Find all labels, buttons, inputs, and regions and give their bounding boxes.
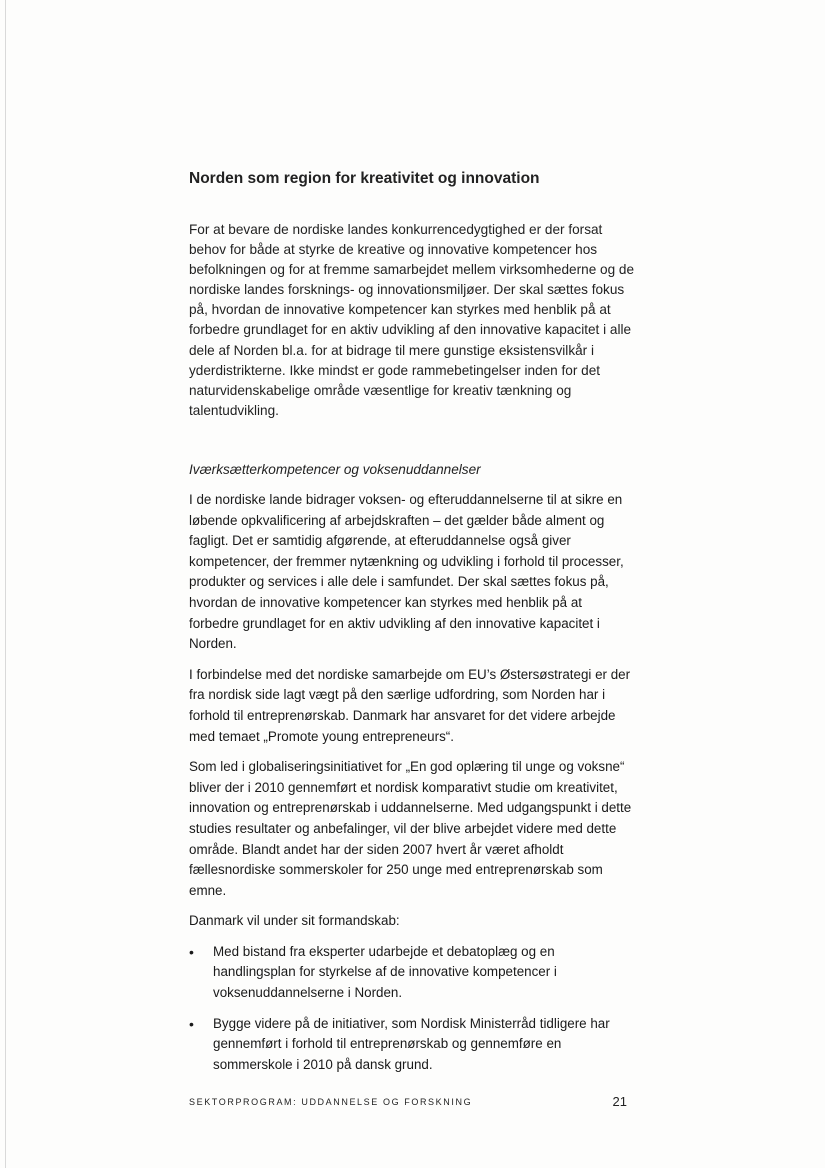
body-paragraph: I forbindelse med det nordiske samarbejde om EU’s Østersøstrategi er der fra nordisk side lagt vægt på den særlige udfordring, som Norden har i forhold til entreprenørskab. Danmark har ansvaret for det videre arbejde med temaet „Promote young entrepreneurs“. [189, 666, 631, 744]
subsection-body [189, 490, 635, 1085]
running-title: SEKTORPROGRAM: UDDANNELSE OG FORSKNING [189, 1097, 473, 1107]
section-heading: Norden som region for kreativitet og innovation [189, 170, 540, 187]
bullet-item [189, 1014, 635, 1076]
bullet-list [189, 942, 635, 1076]
page-number: 21 [612, 1094, 627, 1109]
body-paragraph: Danmark vil under sit formandskab: [189, 913, 400, 929]
body-paragraph: Som led i globaliseringsinitiativet for „En god oplæring til unge og voksne“ bliver der i 2010 gennemført et nordisk komparativt studie om kreativitet, innovation og entreprenørskab i uddannelserne. Med udgangspunkt i dette studies resultater og anbefalinger, vil der blive arbejdet videre med dette område. Blandt andet har der siden 2007 hvert år været afholdt fællesnordiske sommerskoler for 250 unge med entreprenørskab som emne. [189, 759, 632, 898]
bullet-item [189, 942, 635, 1004]
bullet-dot-icon: • [189, 943, 194, 960]
subsection-heading: Iværksætterkompetencer og voksenuddannelser [189, 462, 481, 477]
scan-edge-line [5, 0, 6, 1168]
bullet-text: Med bistand fra eksperter udarbejde et debatoplæg og en handlingsplan for styrkelse af de innovative kompetencer i voksenuddannelserne i Norden. [213, 943, 557, 1001]
bullet-text: Bygge videre på de initiativer, som Nordisk Ministerråd tidligere har gennemført i forhold til entreprenørskab og gennemføre en sommerskole i 2010 på dansk grund. [213, 1015, 610, 1072]
body-paragraph: I de nordiske lande bidrager voksen- og efteruddannelserne til at sikre en løbende opkvalificering af arbejdskraften – det gælder både alment og fagligt. Det er samtidig afgørende, at efteruddannelse også giver kompetencer, der fremmer nytænkning og udvikling i forhold til processer, produkter og services i alle dele i samfundet. Der skal sættes fokus på, hvordan de innovative kompetencer kan styrkes med henblik på at forbedre grundlaget for en aktiv udvikling af den innovative kapacitet i Norden. [189, 492, 624, 652]
page-footer [189, 1094, 627, 1109]
bullet-dot-icon: • [189, 1015, 194, 1032]
intro-paragraph: For at bevare de nordiske landes konkurrencedygtighed er der forsat behov for både at styrke de kreative og innovative kompetencer hos befolkningen og for at fremme samarbejdet mellem virksomhederne og de nordiske landes forsknings- og innovationsmiljøer. Der skal sættes fokus på, hvordan de innovative kompetencer kan styrkes med henblik på at forbedre grundlaget for en aktiv udvikling af den innovative kapacitet i alle dele af Norden bl.a. for at bidrage til mere gunstige eksistensvilkår i yderdistrikterne. Ikke mindst er gode rammebetingelser inden for det naturvidenskabelige område væsentlige for kreativ tænkning og talentudvikling. [189, 222, 635, 418]
